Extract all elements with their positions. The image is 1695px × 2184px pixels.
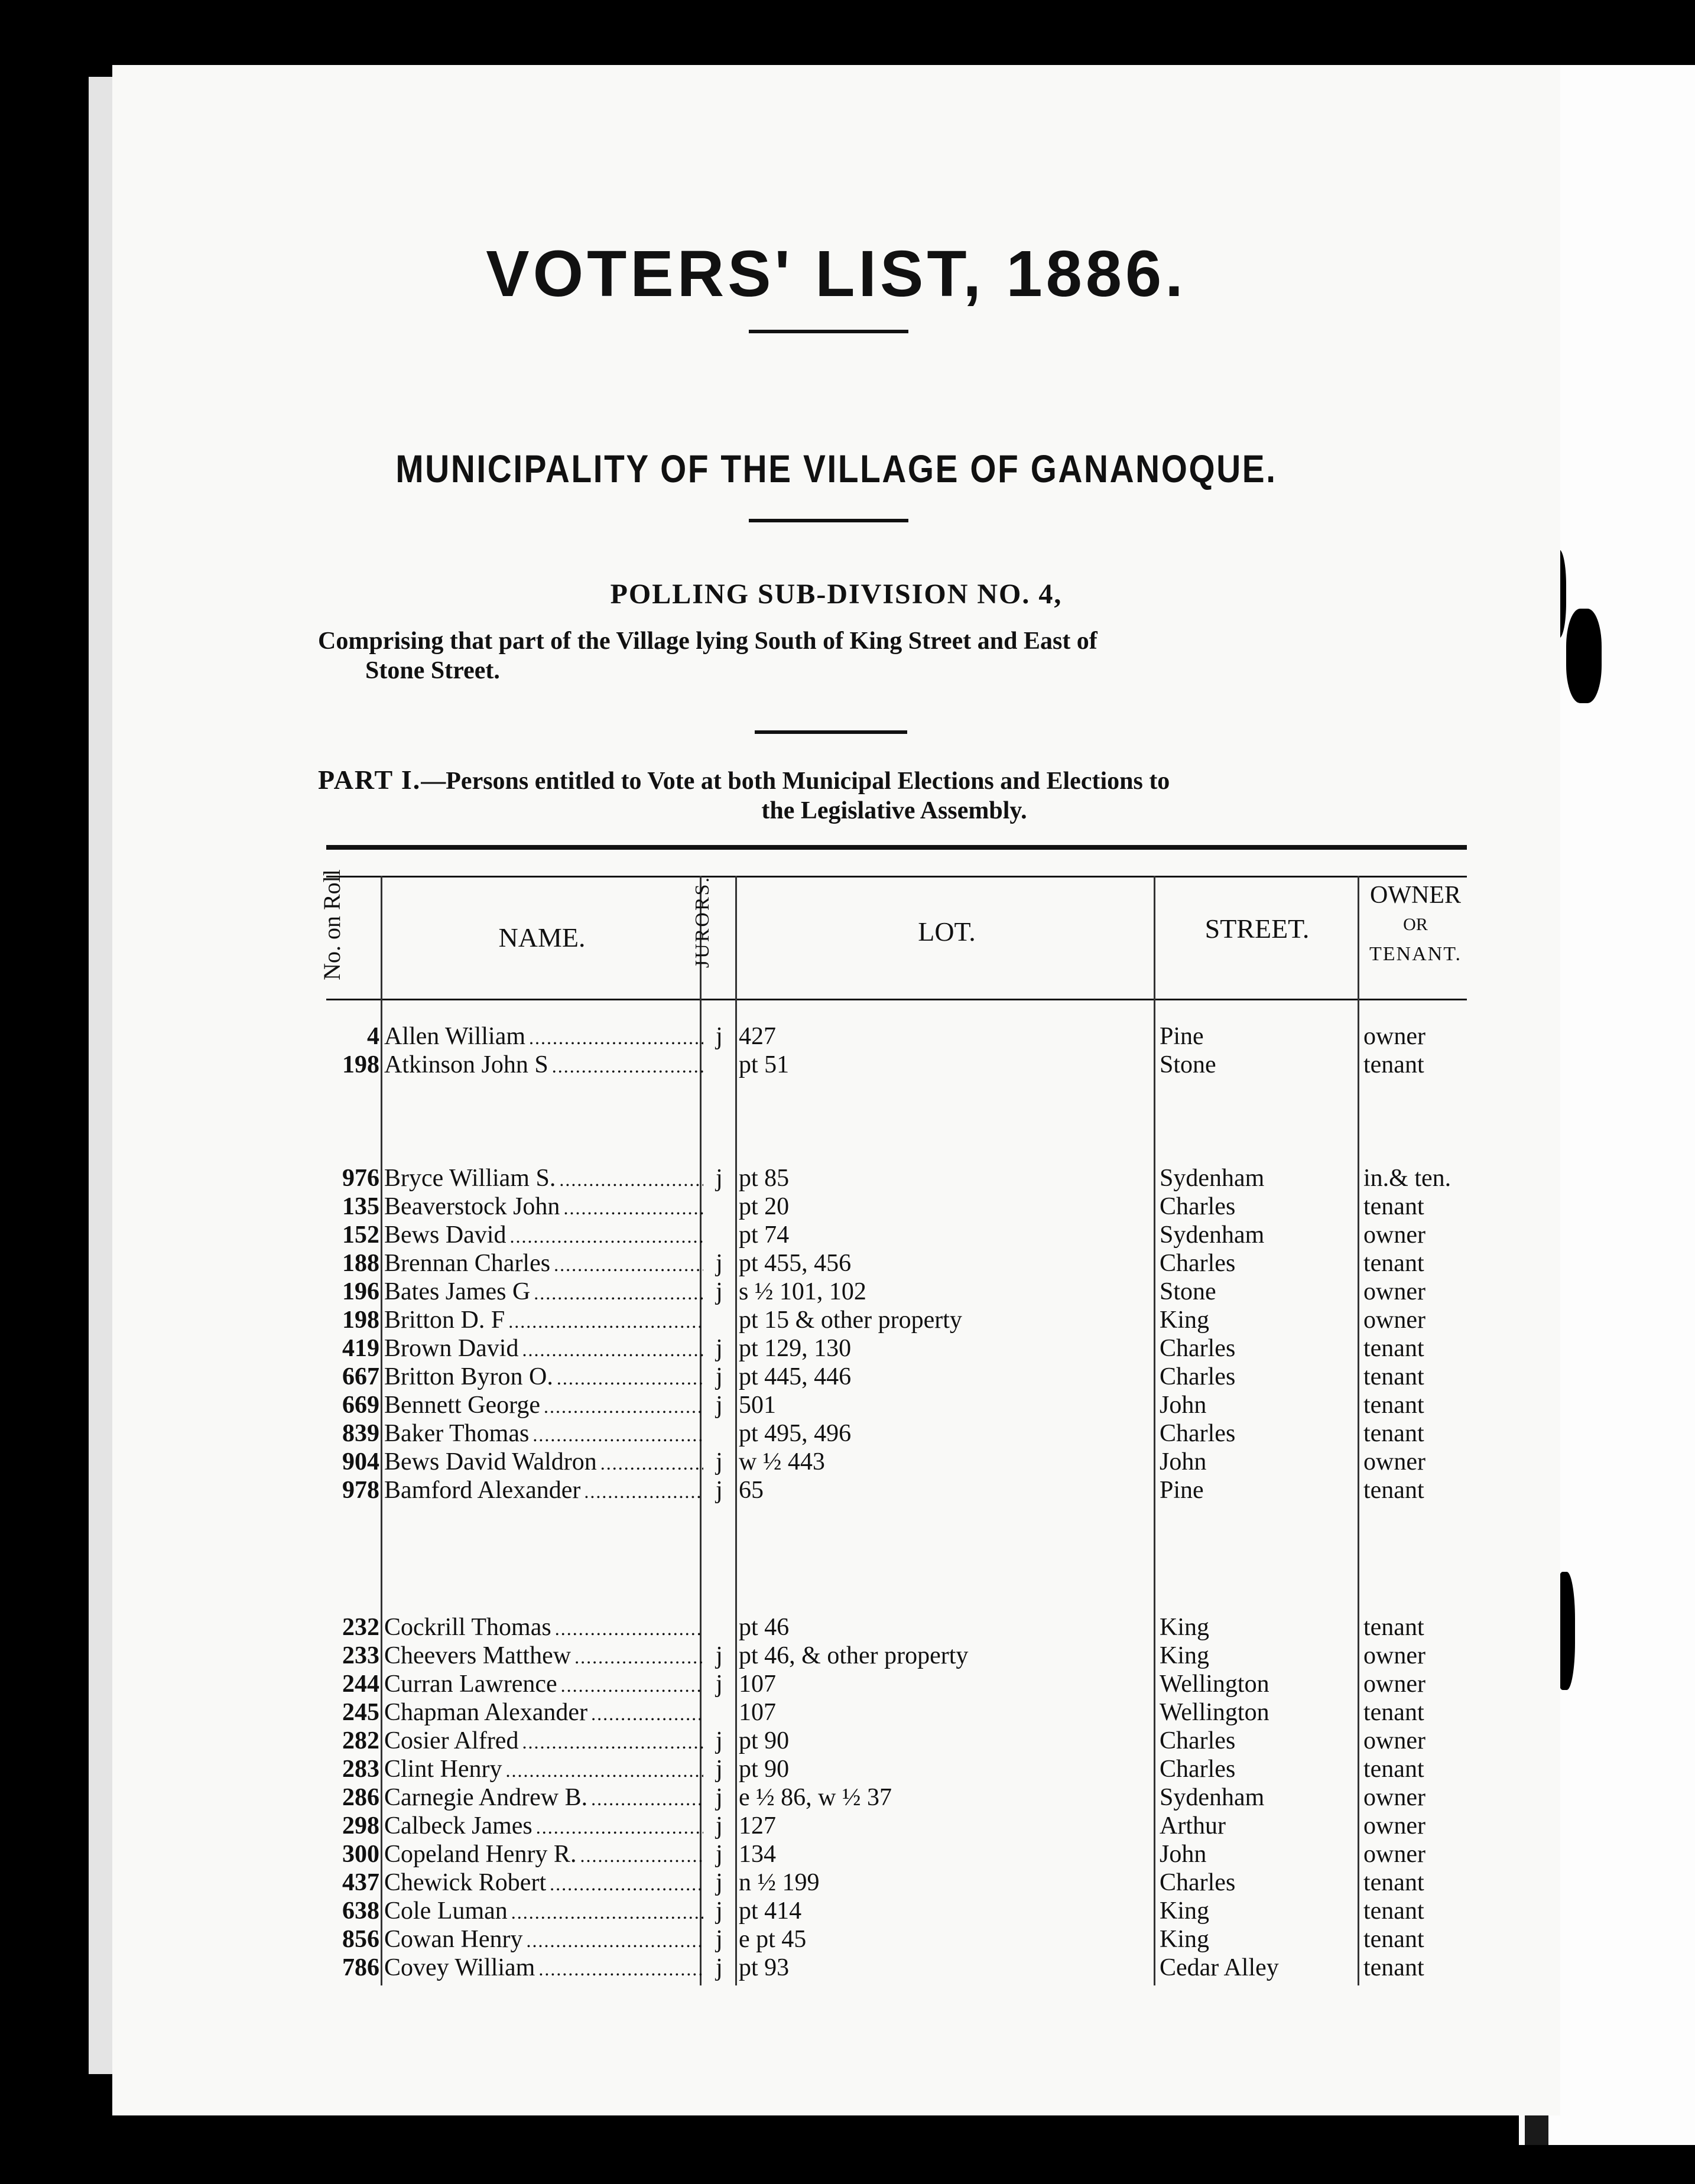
voter-name: Bates James G ..... [384,1278,703,1307]
table-row [326,1334,1467,1363]
document-title: VOTERS' LIST, 1886. [486,238,1187,310]
table-row [326,1221,1467,1249]
voter-name: Baker Thomas ..... [384,1419,703,1449]
owner-tenant-value: owner [1363,1670,1426,1698]
divider-rule [749,519,908,522]
street-value: Charles [1160,1756,1236,1783]
voter-name: Atkinson John S ..... [384,1051,703,1080]
voter-name: Bryce William S. ..... [384,1164,703,1194]
roll-number: 283 [342,1756,379,1783]
header-owner-line-1: OWNER [1370,882,1461,909]
juror-mark: j [716,1477,723,1504]
voter-name: Chapman Alexander ..... [384,1698,703,1728]
voter-name: Cockrill Thomas ..... [384,1613,703,1643]
owner-tenant-value: tenant [1363,1250,1424,1277]
owner-tenant-value: owner [1363,1841,1426,1868]
lot-value: pt 455, 456 [739,1250,852,1277]
table-row [326,1642,1467,1670]
street-value: Sydenham [1160,1221,1265,1249]
table-row [326,1812,1467,1840]
table-row [326,1022,1467,1051]
municipality-heading: MUNICIPALITY OF THE VILLAGE OF GANANOQUE. [395,447,1277,490]
street-value: Stone [1160,1278,1216,1305]
table-row [326,1613,1467,1642]
roll-number: 244 [342,1670,379,1698]
description-line-1: Comprising that part of the Village lying South of King Street and East of [318,628,1097,655]
table-row [326,1419,1467,1448]
street-value: King [1160,1614,1209,1641]
voter-name: Copeland Henry R. ..... [384,1840,703,1870]
table-row [326,1670,1467,1698]
lot-value: pt 20 [739,1193,790,1220]
divider-rule [749,330,908,333]
street-value: Charles [1160,1727,1236,1754]
table-row [326,1363,1467,1391]
table-row [326,1249,1467,1278]
table-row [326,1897,1467,1925]
lot-value: pt 15 & other property [739,1306,962,1334]
owner-tenant-value: tenant [1363,1420,1424,1447]
table-row [326,1476,1467,1504]
lot-value: n ½ 199 [739,1869,820,1896]
street-value: Arthur [1160,1812,1226,1840]
street-value: Charles [1160,1335,1236,1362]
juror-mark: j [716,1954,723,1981]
street-value: Sydenham [1160,1784,1265,1811]
juror-mark: j [716,1392,723,1419]
juror-mark: j [716,1363,723,1390]
lot-value: 134 [739,1841,776,1868]
owner-tenant-value: tenant [1363,1614,1424,1641]
owner-tenant-value: tenant [1363,1363,1424,1390]
street-value: Cedar Alley [1160,1954,1279,1981]
owner-tenant-value: tenant [1363,1392,1424,1419]
table-row [326,1925,1467,1954]
juror-mark: j [716,1727,723,1754]
street-value: John [1160,1841,1207,1868]
owner-tenant-value: tenant [1363,1926,1424,1953]
header-owner-line-3: TENANT. [1369,943,1462,965]
lot-value: pt 74 [739,1221,790,1249]
roll-number: 904 [342,1448,379,1476]
roll-number: 196 [342,1278,379,1305]
owner-tenant-value: owner [1363,1306,1426,1334]
table-row [326,1448,1467,1476]
table-row [326,1727,1467,1755]
roll-number: 298 [342,1812,379,1840]
document-page [112,65,1560,2115]
street-value: Sydenham [1160,1165,1265,1192]
roll-number: 786 [342,1954,379,1981]
voter-name: Cosier Alfred ..... [384,1727,703,1756]
owner-tenant-value: owner [1363,1023,1426,1050]
lot-value: w ½ 443 [739,1448,825,1476]
street-value: Pine [1160,1023,1204,1050]
part-label: PART I. [318,765,421,795]
lot-value: e pt 45 [739,1926,807,1953]
table-row [326,1783,1467,1812]
lot-value: e ½ 86, w ½ 37 [739,1784,892,1811]
owner-tenant-value: in.& ten. [1363,1165,1452,1192]
street-value: Charles [1160,1420,1236,1447]
juror-mark: j [716,1670,723,1698]
owner-tenant-value: owner [1363,1642,1426,1669]
street-value: Stone [1160,1051,1216,1078]
table-row [326,1954,1467,1982]
owner-tenant-value: tenant [1363,1193,1424,1220]
table-row [326,1164,1467,1192]
table-row [326,1306,1467,1334]
header-street: STREET. [1204,914,1310,944]
owner-tenant-value: owner [1363,1221,1426,1249]
header-owner-tenant [1359,880,1472,969]
street-value: King [1160,1306,1209,1334]
street-value: Pine [1160,1477,1204,1504]
lot-value: pt 495, 496 [739,1420,852,1447]
owner-tenant-value: tenant [1363,1335,1424,1362]
table-top-rule [326,845,1467,850]
table-row [326,1391,1467,1419]
owner-tenant-value: owner [1363,1812,1426,1840]
juror-mark: j [716,1335,723,1362]
lot-value: 127 [739,1812,776,1840]
juror-mark: j [716,1812,723,1840]
polling-subdivision-heading: POLLING SUB-DIVISION NO. 4, [610,578,1063,610]
voter-name: Cheevers Matthew ..... [384,1642,703,1671]
lot-value: pt 93 [739,1954,790,1981]
header-name: NAME. [498,922,586,953]
voter-name: Clint Henry ..... [384,1755,703,1785]
street-value: John [1160,1448,1207,1476]
roll-number: 638 [342,1897,379,1925]
roll-number: 286 [342,1784,379,1811]
voter-name: Britton D. F ..... [384,1306,703,1335]
street-value: Wellington [1160,1670,1269,1698]
part-description-line-2: the Legislative Assembly. [761,797,1027,824]
juror-mark: j [716,1926,723,1953]
juror-mark: j [716,1841,723,1868]
lot-value: pt 46, & other property [739,1642,969,1669]
juror-mark: j [716,1448,723,1476]
street-value: King [1160,1926,1209,1953]
street-value: Wellington [1160,1699,1269,1726]
owner-tenant-value: tenant [1363,1897,1424,1925]
roll-number: 856 [342,1926,379,1953]
header-roll: No. on Roll [319,869,345,980]
lot-value: pt 129, 130 [739,1335,852,1362]
table-header-top-rule [326,876,1467,878]
lot-value: pt 90 [739,1756,790,1783]
lot-value: 107 [739,1670,776,1698]
roll-number: 135 [342,1193,379,1220]
owner-tenant-value: tenant [1363,1051,1424,1078]
subdivision-description [318,626,1470,685]
juror-mark: j [716,1250,723,1277]
street-value: King [1160,1897,1209,1925]
voter-name: Beaverstock John ..... [384,1192,703,1222]
juror-mark: j [716,1784,723,1811]
juror-mark: j [716,1869,723,1896]
roll-number: 198 [342,1051,379,1078]
street-value: King [1160,1642,1209,1669]
lot-value: 501 [739,1392,776,1419]
roll-number: 978 [342,1477,379,1504]
roll-number: 437 [342,1869,379,1896]
voter-name: Calbeck James ..... [384,1812,703,1841]
roll-number: 300 [342,1841,379,1868]
owner-tenant-value: owner [1363,1784,1426,1811]
owner-tenant-value: tenant [1363,1699,1424,1726]
roll-number: 198 [342,1306,379,1334]
lot-value: s ½ 101, 102 [739,1278,866,1305]
voter-name: Carnegie Andrew B. ..... [384,1783,703,1813]
lot-value: pt 51 [739,1051,790,1078]
voter-name: Bews David Waldron ..... [384,1448,703,1477]
juror-mark: j [716,1642,723,1669]
lot-value: 107 [739,1699,776,1726]
part-heading [318,765,1470,826]
lot-value: pt 414 [739,1897,802,1925]
lot-value: pt 46 [739,1614,790,1641]
voter-name: Curran Lawrence ..... [384,1670,703,1699]
roll-number: 152 [342,1221,379,1249]
table-row [326,1868,1467,1897]
header-lot: LOT. [918,916,976,947]
voter-name: Bamford Alexander ..... [384,1476,703,1506]
lot-value: pt 445, 446 [739,1363,852,1390]
voter-name: Bews David ..... [384,1221,703,1250]
header-jurors: JURORS. [691,875,713,968]
street-value: Charles [1160,1869,1236,1896]
owner-tenant-value: owner [1363,1727,1426,1754]
roll-number: 976 [342,1165,379,1192]
street-value: Charles [1160,1363,1236,1390]
roll-number: 188 [342,1250,379,1277]
roll-number: 282 [342,1727,379,1754]
roll-number: 839 [342,1420,379,1447]
owner-tenant-value: owner [1363,1448,1426,1476]
voter-name: Covey William ..... [384,1954,703,1983]
roll-number: 232 [342,1614,379,1641]
street-value: Charles [1160,1250,1236,1277]
lot-value: 65 [739,1477,764,1504]
voter-name: Cole Luman ..... [384,1897,703,1926]
lot-value: pt 90 [739,1727,790,1754]
juror-mark: j [716,1756,723,1783]
street-value: John [1160,1392,1207,1419]
ink-blot [1566,609,1602,703]
table-row [326,1278,1467,1306]
juror-mark: j [716,1023,723,1050]
table-row [326,1840,1467,1868]
header-owner-line-2: OR [1403,915,1428,934]
roll-number: 669 [342,1392,379,1419]
roll-number: 4 [367,1023,379,1050]
table-row [326,1051,1467,1079]
table-row [326,1192,1467,1221]
voter-name: Brennan Charles ..... [384,1249,703,1279]
divider-rule [755,730,907,734]
roll-number: 233 [342,1642,379,1669]
juror-mark: j [716,1165,723,1192]
table-row [326,1698,1467,1727]
juror-mark: j [716,1897,723,1925]
voter-name: Allen William ..... [384,1022,703,1052]
roll-number: 419 [342,1335,379,1362]
owner-tenant-value: owner [1363,1278,1426,1305]
roll-number: 667 [342,1363,379,1390]
voter-name: Chewick Robert ..... [384,1868,703,1898]
roll-number: 245 [342,1699,379,1726]
street-value: Charles [1160,1193,1236,1220]
part-description-line-1: —Persons entitled to Vote at both Municipal Elections and Elections to [421,768,1170,795]
lot-value: pt 85 [739,1165,790,1192]
owner-tenant-value: tenant [1363,1756,1424,1783]
owner-tenant-value: tenant [1363,1954,1424,1981]
voter-name: Brown David ..... [384,1334,703,1364]
owner-tenant-value: tenant [1363,1869,1424,1896]
description-line-2: Stone Street. [365,657,500,684]
lot-value: 427 [739,1023,776,1050]
juror-mark: j [716,1278,723,1305]
voter-name: Bennett George ..... [384,1391,703,1421]
voter-name: Cowan Henry ..... [384,1925,703,1955]
voter-name: Britton Byron O. ..... [384,1363,703,1392]
table-row [326,1755,1467,1783]
owner-tenant-value: tenant [1363,1477,1424,1504]
table-header-bottom-rule [326,999,1467,1000]
voters-table [319,845,1467,1985]
